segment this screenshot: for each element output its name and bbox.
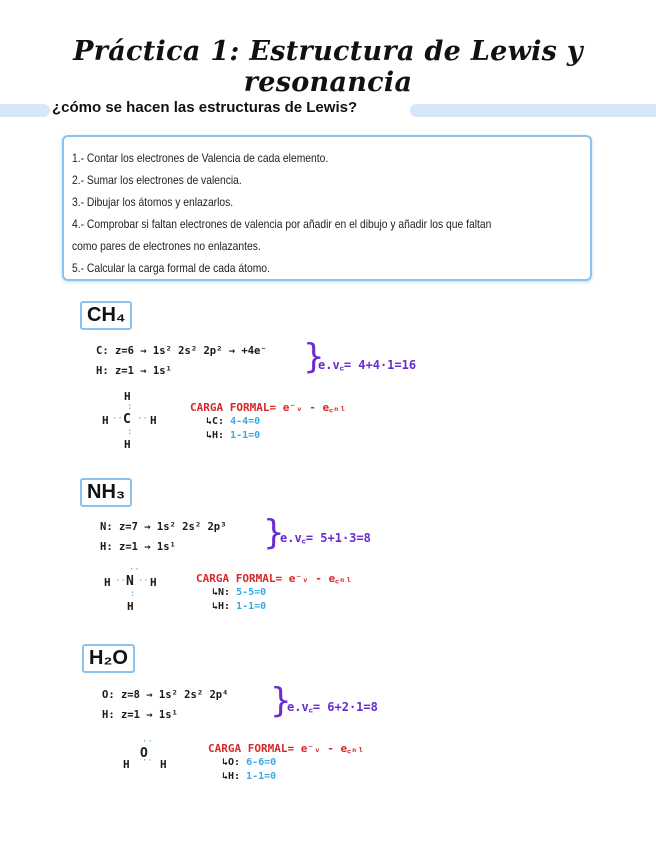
atom-right: H xyxy=(160,758,167,771)
electron-lone-pair: ·· xyxy=(142,737,153,747)
atom-center: N xyxy=(126,574,134,589)
config-line-h: H: z=1 → 1s¹ xyxy=(102,709,178,721)
atom-left: H xyxy=(104,576,111,589)
config-line-h: H: z=1 → 1s¹ xyxy=(96,365,172,377)
brace: } xyxy=(303,337,325,377)
atom-left: H xyxy=(102,414,109,427)
formal-charge-calc: ↳O: 6-6=0 xyxy=(222,757,277,768)
step-line: como pares de electrones no enlazantes. xyxy=(72,239,261,253)
molecule-label-ch4: CH₄ xyxy=(80,301,132,330)
subtitle-highlight-left xyxy=(0,104,50,117)
electron-pair: : xyxy=(127,402,133,412)
atom-center: O xyxy=(140,746,148,761)
step-line: 2.- Sumar los electrones de valencia. xyxy=(72,173,242,187)
subtitle-highlight-right xyxy=(410,104,656,117)
step-line: 1.- Contar los electrones de Valencia de cada elemento. xyxy=(72,151,329,165)
valence-sum: e.v꜀= 4+4·1=16 xyxy=(318,358,417,372)
config-line-c: C: z=6 → 1s² 2s² 2p² → +4e⁻ xyxy=(96,345,267,357)
electron-pair: ·· xyxy=(112,414,123,424)
atom-right: H xyxy=(150,576,157,589)
valence-sum: e.v꜀= 5+1·3=8 xyxy=(280,531,371,545)
atom-top: H xyxy=(124,390,131,403)
step-line: 4.- Comprobar si faltan electrones de valencia por añadir en el dibujo y añadir los que faltan xyxy=(72,217,492,231)
step-line: 5.- Calcular la carga formal de cada átomo. xyxy=(72,261,270,275)
molecule-label-h2o: H₂O xyxy=(82,644,135,673)
config-line-n: N: z=7 → 1s² 2s² 2p³ xyxy=(100,521,227,533)
config-line-o: O: z=8 → 1s² 2s² 2p⁴ xyxy=(102,689,229,701)
electron-pair: ·· xyxy=(115,576,126,586)
formal-charge-formula: CARGA FORMAL= e⁻ᵥ - e꜀ₙₗ xyxy=(208,742,365,755)
electron-lone-pair: ·· xyxy=(142,756,153,766)
formal-charge-formula: CARGA FORMAL= e⁻ᵥ - e꜀ₙₗ xyxy=(196,572,353,585)
formal-charge-calc: ↳H: 1-1=0 xyxy=(206,430,261,441)
atom-right: H xyxy=(150,414,157,427)
atom-bottom: H xyxy=(127,600,134,613)
page-title: Práctica 1: Estructura de Lewis y resonancia xyxy=(73,36,583,98)
formal-charge-formula: CARGA FORMAL= e⁻ᵥ - e꜀ₙₗ xyxy=(190,401,347,414)
brace: } xyxy=(263,513,285,553)
section-subtitle: ¿cómo se hacen las estructuras de Lewis? xyxy=(52,99,358,116)
atom-left: H xyxy=(123,758,130,771)
electron-pair: : xyxy=(130,589,136,599)
electron-pair: ·· xyxy=(138,576,149,586)
formal-charge-calc: ↳C: 4-4=0 xyxy=(206,416,261,427)
formal-charge-calc: ↳N: 5-5=0 xyxy=(212,587,267,598)
brace: } xyxy=(270,681,292,721)
atom-center: C xyxy=(123,412,131,427)
electron-lone-pair: ·· xyxy=(129,565,140,575)
step-line: 3.- Dibujar los átomos y enlazarlos. xyxy=(72,195,234,209)
molecule-label-nh3: NH₃ xyxy=(80,478,132,507)
formal-charge-calc: ↳H: 1-1=0 xyxy=(212,601,267,612)
valence-sum: e.v꜀= 6+2·1=8 xyxy=(287,700,378,714)
electron-pair: ·· xyxy=(137,414,148,424)
atom-bottom: H xyxy=(124,438,131,451)
formal-charge-calc: ↳H: 1-1=0 xyxy=(222,771,277,782)
steps-box xyxy=(62,135,592,281)
config-line-h: H: z=1 → 1s¹ xyxy=(100,541,176,553)
electron-pair: : xyxy=(127,427,133,437)
